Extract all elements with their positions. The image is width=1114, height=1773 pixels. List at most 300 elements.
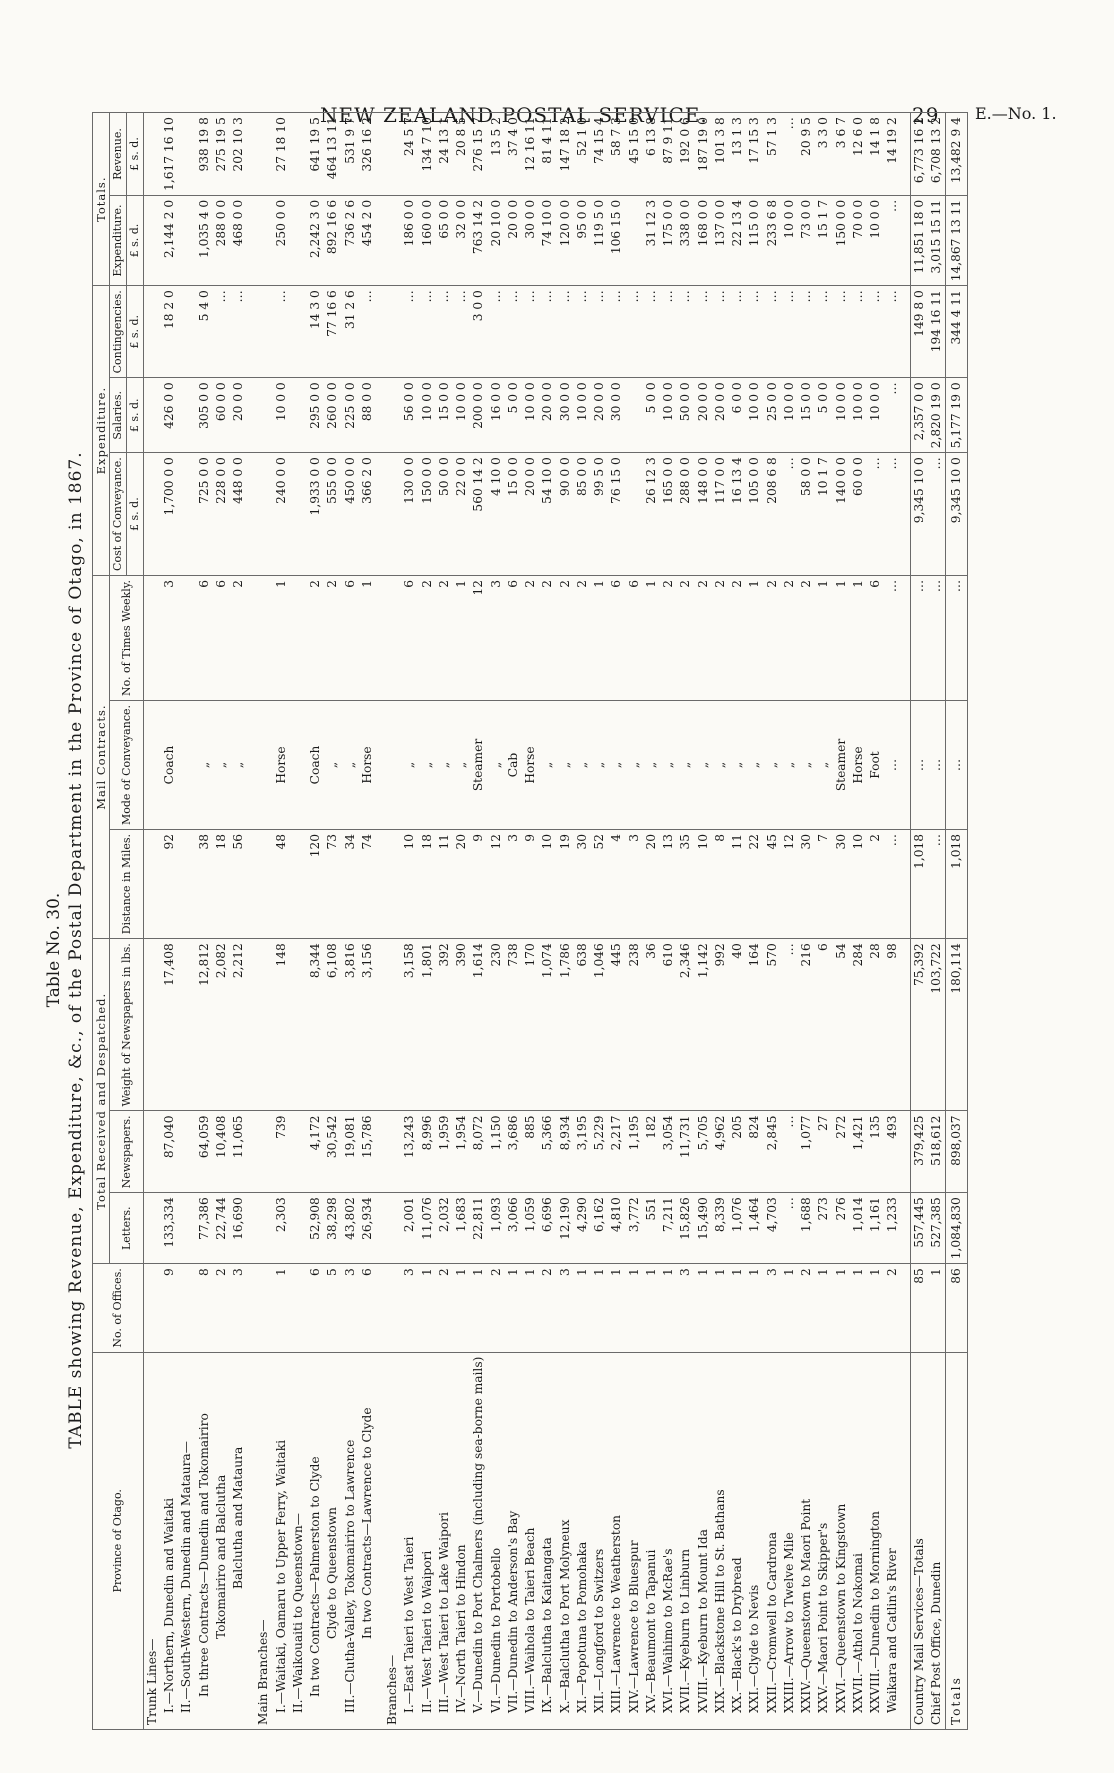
cell-offices: 2 [798, 1264, 815, 1352]
cell-expenditure [384, 195, 401, 285]
cell-letters: 15,490 [695, 1193, 712, 1264]
route-name: XVI.—Waihimo to McRae's [660, 1352, 677, 1729]
cell-times: 2 [436, 575, 453, 700]
cell-revenue: 1,617 16 10 [161, 113, 178, 196]
cell-distance [290, 830, 307, 939]
paper-reference: E.—No. 1. [975, 104, 1057, 123]
table-row [833, 113, 850, 1730]
section-label: Branches— [384, 1352, 401, 1729]
table-row [178, 113, 195, 1730]
cell-salaries: 60 0 0 [213, 378, 230, 453]
cell-expenditure: 186 0 0 [401, 195, 418, 285]
cell-weight: 164 [746, 939, 763, 1111]
cell-contingencies: … [522, 286, 539, 378]
cell-mode: „ [729, 701, 746, 830]
cell-newspapers: 1,959 [436, 1111, 453, 1193]
cell-salaries: 30 0 0 [608, 378, 625, 453]
cell-salaries: 6 0 0 [729, 378, 746, 453]
cell-weight: 8,344 [307, 939, 324, 1111]
cell-expenditure: 65 0 0 [436, 195, 453, 285]
cell-expenditure: 160 0 0 [419, 195, 436, 285]
cell-revenue: 45 15 0 [626, 113, 643, 196]
table-row [781, 113, 798, 1730]
cell-distance: 30 [798, 830, 815, 939]
cell-revenue: 13 1 3 [729, 113, 746, 196]
cell-expenditure: 22 13 4 [729, 195, 746, 285]
cell-cost: 366 2 0 [359, 453, 376, 576]
cell-offices: 1 [574, 1264, 591, 1352]
cell-letters [384, 1193, 401, 1264]
table-row [196, 113, 213, 1730]
cell-times: 3 [488, 575, 505, 700]
lsd-contingencies: £ s. d. [127, 286, 144, 378]
cell-letters: 11,076 [419, 1193, 436, 1264]
table-row [591, 113, 608, 1730]
col-offices: No. of Offices. [93, 1264, 144, 1352]
cell-newspapers: 5,366 [539, 1111, 556, 1193]
table-row [290, 113, 307, 1730]
cell-newspapers: 518,612 [928, 1111, 946, 1193]
cell-salaries: 225 0 0 [342, 378, 359, 453]
cell-distance [143, 830, 161, 939]
cell-expenditure [290, 195, 307, 285]
cell-revenue: 12 6 0 [850, 113, 867, 196]
spacer-cell [902, 575, 911, 700]
spacer-cell [376, 1111, 384, 1193]
table-row [798, 113, 815, 1730]
cell-cost: 448 0 0 [230, 453, 247, 576]
lsd-salaries: £ s. d. [127, 378, 144, 453]
cell-expenditure: 120 0 0 [557, 195, 574, 285]
route-name: I.—Waitaki, Oamaru to Upper Ferry, Waitaki [273, 1352, 290, 1729]
table-row [850, 113, 867, 1730]
spacer-cell [902, 939, 911, 1111]
col-contingencies: Contingencies. [110, 286, 127, 378]
cell-times: 2 [419, 575, 436, 700]
cell-times: 1 [850, 575, 867, 700]
cell-salaries: 20 0 0 [591, 378, 608, 453]
cell-distance: 12 [781, 830, 798, 939]
cell-offices [290, 1264, 307, 1352]
spacer-cell [247, 286, 255, 378]
col-letters: Letters. [110, 1193, 144, 1264]
table-row [161, 113, 178, 1730]
cell-letters [290, 1193, 307, 1264]
cell-salaries: 5,177 19 0 [946, 378, 968, 453]
cell-offices: 1 [643, 1264, 660, 1352]
cell-letters: 43,802 [342, 1193, 359, 1264]
route-name: II.—South-Western, Dunedin and Mataura— [178, 1352, 195, 1729]
cell-times: 2 [539, 575, 556, 700]
cell-salaries: 10 0 0 [660, 378, 677, 453]
cell-contingencies: 18 2 0 [161, 286, 178, 378]
route-name: In three Contracts—Dunedin and Tokomairiro [196, 1352, 213, 1729]
cell-expenditure: 763 14 2 [470, 195, 487, 285]
cell-offices: 85 [910, 1264, 928, 1352]
cell-revenue: 6,773 16 2 [910, 113, 928, 196]
cell-letters: 26,934 [359, 1193, 376, 1264]
cell-times: … [884, 575, 901, 700]
cell-expenditure: 14,867 13 11 [946, 195, 968, 285]
cell-offices [178, 1264, 195, 1352]
table-row [505, 113, 522, 1730]
col-salaries: Salaries. [110, 378, 127, 453]
cell-letters: 15,826 [677, 1193, 694, 1264]
spacer-cell [247, 453, 255, 576]
cell-distance: 120 [307, 830, 324, 939]
cell-expenditure: 30 0 0 [522, 195, 539, 285]
cell-distance [178, 830, 195, 939]
cell-letters: 1,688 [798, 1193, 815, 1264]
cell-contingencies: … [608, 286, 625, 378]
cell-expenditure: 10 0 0 [781, 195, 798, 285]
table-row [712, 113, 729, 1730]
cell-cost: 54 10 0 [539, 453, 556, 576]
cell-cost: 76 15 0 [608, 453, 625, 576]
cell-contingencies: … [574, 286, 591, 378]
cell-mode: „ [453, 701, 470, 830]
cell-times: 2 [781, 575, 798, 700]
route-name: In two Contracts—Palmerston to Clyde [307, 1352, 324, 1729]
cell-weight [290, 939, 307, 1111]
cell-expenditure: 95 0 0 [574, 195, 591, 285]
cell-salaries: … [884, 378, 901, 453]
cell-letters: 1,161 [867, 1193, 884, 1264]
cell-distance: 3 [626, 830, 643, 939]
cell-salaries: 15 0 0 [798, 378, 815, 453]
col-newspapers: Newspapers. [110, 1111, 144, 1193]
cell-cost: 288 0 0 [677, 453, 694, 576]
cell-newspapers: 1,077 [798, 1111, 815, 1193]
cell-newspapers: 2,217 [608, 1111, 625, 1193]
route-name: I.—Northern, Dunedin and Waitaki [161, 1352, 178, 1729]
cell-weight: 284 [850, 939, 867, 1111]
cell-mode: „ [196, 701, 213, 830]
cell-salaries [255, 378, 272, 453]
route-name: VI.—Dunedin to Portobello [488, 1352, 505, 1729]
cell-newspapers: 3,686 [505, 1111, 522, 1193]
table-row [470, 113, 487, 1730]
cell-weight: 992 [712, 939, 729, 1111]
cell-weight: 28 [867, 939, 884, 1111]
table-row [910, 113, 928, 1730]
cell-cost: … [928, 453, 946, 576]
cell-contingencies: … [815, 286, 832, 378]
cell-offices: 1 [608, 1264, 625, 1352]
cell-weight: 1,142 [695, 939, 712, 1111]
table-row [928, 113, 946, 1730]
route-name: XIX.—Blackstone Hill to St. Bathans [712, 1352, 729, 1729]
cell-letters: 1,233 [884, 1193, 901, 1264]
cell-newspapers: 5,705 [695, 1111, 712, 1193]
cell-mode: „ [660, 701, 677, 830]
page-number: 29 [912, 103, 940, 127]
cell-expenditure: 150 0 0 [833, 195, 850, 285]
cell-expenditure: 338 0 0 [677, 195, 694, 285]
route-name: XIII.—Lawrence to Weatherston [608, 1352, 625, 1729]
cell-revenue: 27 18 10 [273, 113, 290, 196]
cell-mode: Horse [359, 701, 376, 830]
cell-times [178, 575, 195, 700]
cell-letters: 22,744 [213, 1193, 230, 1264]
route-name: III.—Clutha-Valley, Tokomairiro to Lawrence [342, 1352, 359, 1729]
cell-expenditure: 115 0 0 [746, 195, 763, 285]
cell-salaries: 10 0 0 [746, 378, 763, 453]
cell-distance: 20 [643, 830, 660, 939]
cell-letters: … [781, 1193, 798, 1264]
cell-distance: 34 [342, 830, 359, 939]
cell-cost: 148 0 0 [695, 453, 712, 576]
cell-cost: 140 0 0 [833, 453, 850, 576]
cell-contingencies: … [401, 286, 418, 378]
table-row [522, 113, 539, 1730]
cell-offices: 2 [539, 1264, 556, 1352]
table-number: Table No. 30. [44, 892, 64, 1008]
cell-contingencies: … [230, 286, 247, 378]
cell-revenue: 74 15 4 [591, 113, 608, 196]
cell-revenue: 3 3 0 [815, 113, 832, 196]
cell-newspapers: 11,731 [677, 1111, 694, 1193]
cell-contingencies: … [677, 286, 694, 378]
cell-contingencies [255, 286, 272, 378]
route-name: Clyde to Queenstown [324, 1352, 341, 1729]
cell-mode: „ [591, 701, 608, 830]
cell-weight: 180,114 [946, 939, 968, 1111]
cell-letters [178, 1193, 195, 1264]
cell-letters: 4,703 [764, 1193, 781, 1264]
cell-salaries [384, 378, 401, 453]
cell-weight: 2,212 [230, 939, 247, 1111]
cell-distance: 22 [746, 830, 763, 939]
cell-expenditure: 74 10 0 [539, 195, 556, 285]
cell-expenditure [178, 195, 195, 285]
cell-mode: Horse [273, 701, 290, 830]
cell-times: 2 [695, 575, 712, 700]
cell-offices: 1 [453, 1264, 470, 1352]
cell-weight: 1,046 [591, 939, 608, 1111]
cell-expenditure: 736 2 6 [342, 195, 359, 285]
route-name: XX.—Black's to Drybread [729, 1352, 746, 1729]
cell-salaries: 295 0 0 [307, 378, 324, 453]
cell-contingencies [178, 286, 195, 378]
cell-salaries: 25 0 0 [764, 378, 781, 453]
col-cost: Cost of Conveyance. [110, 453, 127, 576]
cell-contingencies: … [488, 286, 505, 378]
cell-weight: 230 [488, 939, 505, 1111]
col-distance: Distance in Miles. [110, 830, 144, 939]
cell-salaries: 88 0 0 [359, 378, 376, 453]
cell-revenue: 202 10 3 [230, 113, 247, 196]
cell-contingencies: … [436, 286, 453, 378]
cell-mode: „ [712, 701, 729, 830]
cell-cost: 150 0 0 [419, 453, 436, 576]
cell-mode: „ [677, 701, 694, 830]
cell-salaries [626, 378, 643, 453]
cell-contingencies: 194 16 11 [928, 286, 946, 378]
cell-times: 2 [307, 575, 324, 700]
cell-times: 2 [677, 575, 694, 700]
cell-distance: … [928, 830, 946, 939]
cell-times: 1 [815, 575, 832, 700]
cell-newspapers: 8,072 [470, 1111, 487, 1193]
route-name: Chief Post Office, Dunedin [928, 1352, 946, 1729]
cell-expenditure [626, 195, 643, 285]
cell-newspapers: 182 [643, 1111, 660, 1193]
cell-times: 3 [161, 575, 178, 700]
cell-weight: 570 [764, 939, 781, 1111]
cell-times: 1 [591, 575, 608, 700]
spacer-cell [247, 575, 255, 700]
cell-letters: 133,334 [161, 1193, 178, 1264]
cell-expenditure: 250 0 0 [273, 195, 290, 285]
cell-times: 2 [729, 575, 746, 700]
cell-contingencies: 149 8 0 [910, 286, 928, 378]
cell-newspapers: 493 [884, 1111, 901, 1193]
spacer-cell [902, 1111, 911, 1193]
cell-offices: 3 [230, 1264, 247, 1352]
cell-distance: 30 [833, 830, 850, 939]
cell-mode: Horse [850, 701, 867, 830]
table-row [359, 113, 376, 1730]
route-name: XIV.—Lawrence to Bluespur [626, 1352, 643, 1729]
table-row [453, 113, 470, 1730]
cell-revenue: 87 9 11 [660, 113, 677, 196]
cell-letters: 4,290 [574, 1193, 591, 1264]
cell-contingencies [384, 286, 401, 378]
table-row [436, 113, 453, 1730]
cell-times: … [928, 575, 946, 700]
table-row [557, 113, 574, 1730]
cell-cost: 20 0 0 [522, 453, 539, 576]
cell-revenue: 147 18 2 [557, 113, 574, 196]
cell-letters: 52,908 [307, 1193, 324, 1264]
spacer-cell [376, 1352, 384, 1729]
table-row [729, 113, 746, 1730]
cell-contingencies: … [419, 286, 436, 378]
cell-salaries: 20 0 0 [712, 378, 729, 453]
cell-times: 1 [359, 575, 376, 700]
cell-offices: 6 [307, 1264, 324, 1352]
cell-times: 6 [196, 575, 213, 700]
cell-expenditure [255, 195, 272, 285]
cell-salaries [178, 378, 195, 453]
cell-newspapers: 4,962 [712, 1111, 729, 1193]
cell-letters: 1,464 [746, 1193, 763, 1264]
cell-letters: 3,772 [626, 1193, 643, 1264]
spacer-cell [376, 1193, 384, 1264]
table-row [626, 113, 643, 1730]
cell-weight: 1,801 [419, 939, 436, 1111]
cell-offices [143, 1264, 161, 1352]
cell-expenditure: 3,015 15 11 [928, 195, 946, 285]
cell-expenditure: 233 6 8 [764, 195, 781, 285]
cell-offices: 1 [273, 1264, 290, 1352]
cell-weight: 738 [505, 939, 522, 1111]
section-row [255, 113, 272, 1730]
cell-letters: 557,445 [910, 1193, 928, 1264]
cell-cost [384, 453, 401, 576]
cell-salaries [143, 378, 161, 453]
cell-expenditure: 137 0 0 [712, 195, 729, 285]
cell-weight: 638 [574, 939, 591, 1111]
cell-revenue [384, 113, 401, 196]
cell-distance: 10 [850, 830, 867, 939]
cell-weight: 3,156 [359, 939, 376, 1111]
cell-revenue [143, 113, 161, 196]
cell-times: 2 [522, 575, 539, 700]
spacer-cell [247, 1352, 255, 1729]
table-body [143, 113, 968, 1730]
spacer-cell [902, 701, 911, 830]
cell-cost: 50 0 0 [436, 453, 453, 576]
cell-letters: 2,001 [401, 1193, 418, 1264]
cell-mode: „ [419, 701, 436, 830]
spacer-cell [247, 1111, 255, 1193]
route-name: XXII.—Cromwell to Cardrona [764, 1352, 781, 1729]
table-row [608, 113, 625, 1730]
cell-mode [178, 701, 195, 830]
cell-weight: 54 [833, 939, 850, 1111]
cell-cost: 165 0 0 [660, 453, 677, 576]
cell-cost: 15 0 0 [505, 453, 522, 576]
cell-contingencies: … [712, 286, 729, 378]
cell-expenditure: 20 10 0 [488, 195, 505, 285]
spacer-cell [247, 195, 255, 285]
spacer-cell [902, 286, 911, 378]
cell-mode: „ [342, 701, 359, 830]
cell-weight: 98 [884, 939, 901, 1111]
cell-revenue [290, 113, 307, 196]
cell-cost: 240 0 0 [273, 453, 290, 576]
cell-distance: 56 [230, 830, 247, 939]
cell-times: 2 [230, 575, 247, 700]
cell-offices [384, 1264, 401, 1352]
cell-newspapers: 15,786 [359, 1111, 376, 1193]
cell-times: 2 [798, 575, 815, 700]
cell-newspapers: 898,037 [946, 1111, 968, 1193]
cell-contingencies: … [213, 286, 230, 378]
cell-salaries: 2,357 0 0 [910, 378, 928, 453]
table-row [539, 113, 556, 1730]
cell-distance: 45 [764, 830, 781, 939]
col-mode: Mode of Conveyance. [110, 701, 144, 830]
cell-salaries: 305 0 0 [196, 378, 213, 453]
route-name: Totals [946, 1352, 968, 1729]
spacer-cell [376, 575, 384, 700]
cell-distance: 9 [522, 830, 539, 939]
section-label: Trunk Lines— [143, 1352, 161, 1729]
cell-letters: 4,810 [608, 1193, 625, 1264]
cell-revenue [255, 113, 272, 196]
cell-mode: Coach [307, 701, 324, 830]
cell-expenditure: 288 0 0 [213, 195, 230, 285]
cell-offices: 3 [677, 1264, 694, 1352]
cell-expenditure [143, 195, 161, 285]
cell-mode: „ [643, 701, 660, 830]
cell-expenditure: … [884, 195, 901, 285]
cell-times [255, 575, 272, 700]
spacer-cell [247, 1264, 255, 1352]
table-row [643, 113, 660, 1730]
cell-times: … [910, 575, 928, 700]
cell-distance: 18 [213, 830, 230, 939]
cell-newspapers: 8,996 [419, 1111, 436, 1193]
cell-revenue: 20 9 5 [798, 113, 815, 196]
cell-distance: 12 [488, 830, 505, 939]
cell-newspapers [255, 1111, 272, 1193]
cell-offices: 1 [470, 1264, 487, 1352]
cell-salaries: 10 0 0 [522, 378, 539, 453]
